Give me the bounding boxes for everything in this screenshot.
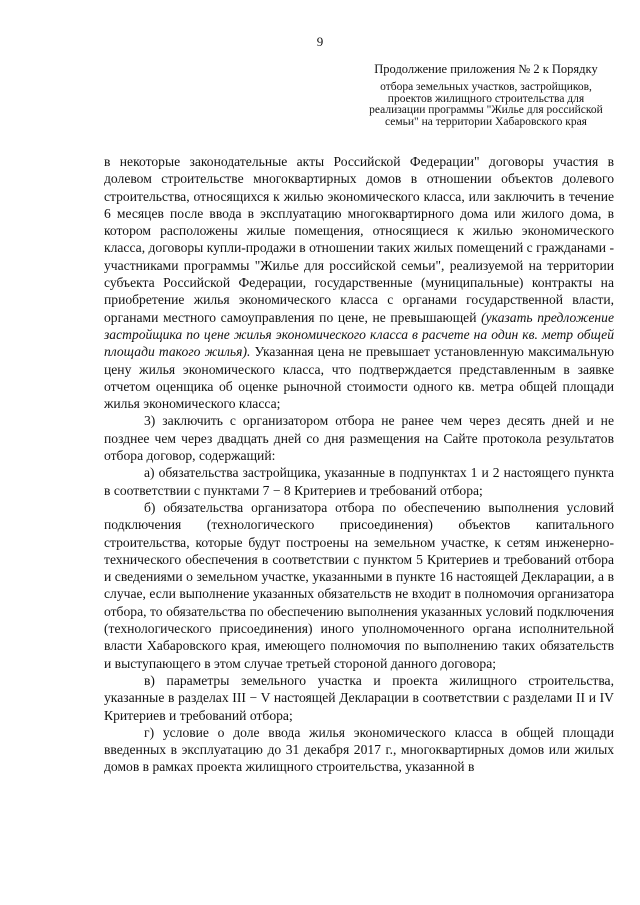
paragraph-item-g: г) условие о доле ввода жилья экономического класса в общей площади введенных в эксплуатацию до 31 декабря 2017 г., многоквартирных домов или жилых домов в рамках проекта жилищного строительства, указанной в bbox=[104, 724, 614, 775]
paragraph-item-b: б) обязательства организатора отбора по обеспечению выполнения условий подключения (технологического присоединения) объектов капитального строительства, которые будут построены на земельном участке, к сетям инженерно-технического обеспечения в соответствии с пунктом 5 Критериев и требований отбора и сведениями о земельном участке, указанными в пункте 16 настоящей Декларации, а в случае, если выполнение указанных обязательств не входит в полномочия организатора отбора, то обязательства по обеспечению выполнения указанных условий подключения (технологического присоединения) иного уполномоченного органа исполнительной власти Хабаровского края, имеющего полномочия по выполнению таких обязательств и выступающего в этом случае третьей стороной данного договора; bbox=[104, 499, 614, 671]
paragraph-item-3: 3) заключить с организатором отбора не ранее чем через десять дней и не позднее чем через двадцать дней со дня размещения на Сайте протокола результатов отбора договор, содержащий: bbox=[104, 413, 614, 464]
paragraph-italic-insert: (указать предложение застройщика по цене жилья экономического класса в расчете на один кв. метр общей площади такого жилья). bbox=[104, 309, 614, 360]
paragraph-text-after: Указанная цена не превышает установленную максимальную цену жилья экономического класса, что подтверждается представленным в заявке отчетом оценщика об оценке рыночной стоимости одного кв. метра общей площади жилья экономического класса; bbox=[104, 344, 615, 412]
paragraph-item-a: а) обязательства застройщика, указанные в подпунктах 1 и 2 настоящего пункта в соответствии с пунктами 7 − 8 Критериев и требований отбора; bbox=[104, 465, 614, 498]
paragraph-continuation bbox=[104, 153, 614, 412]
paragraph-item-v: в) параметры земельного участка и проекта жилищного строительства, указанные в разделах III − V настоящей Декларации в соответствии с разделами II и IV Критериев и требований отбора; bbox=[104, 672, 614, 723]
paragraph-text: в некоторые законодательные акты Российской Федерации" договоры участия в долевом строительстве многоквартирных домов в отношении объектов долевого строительства, относящихся к жилью экономического класса, или заключить в течение 6 месяцев после ввода в эксплуатацию многоквартирного дома или жилого дома, в котором расположены жилые помещения, относящиеся к жилью экономического класса, договоры купли-продажи в отношении таких жилых помещений с гражданами - участниками программы "Жилье для российской семьи", реализуемой на территории субъекта Российской Федерации, государственные (муниципальные) контракты на приобретение жилья экономического класса с органами государственной власти, органами местного самоуправления по цене, не превышающей bbox=[104, 154, 614, 325]
appendix-header-subtitle: отбора земельных участков, застройщиков, проектов жилищного строительства для реализации программы "Жилье для российской семьи" на территории Хабаровского края bbox=[369, 81, 603, 128]
appendix-header bbox=[360, 62, 612, 128]
document-body bbox=[104, 153, 614, 776]
appendix-header-title: Продолжение приложения № 2 к Порядку bbox=[374, 62, 598, 76]
page-number: 9 bbox=[316, 34, 324, 49]
